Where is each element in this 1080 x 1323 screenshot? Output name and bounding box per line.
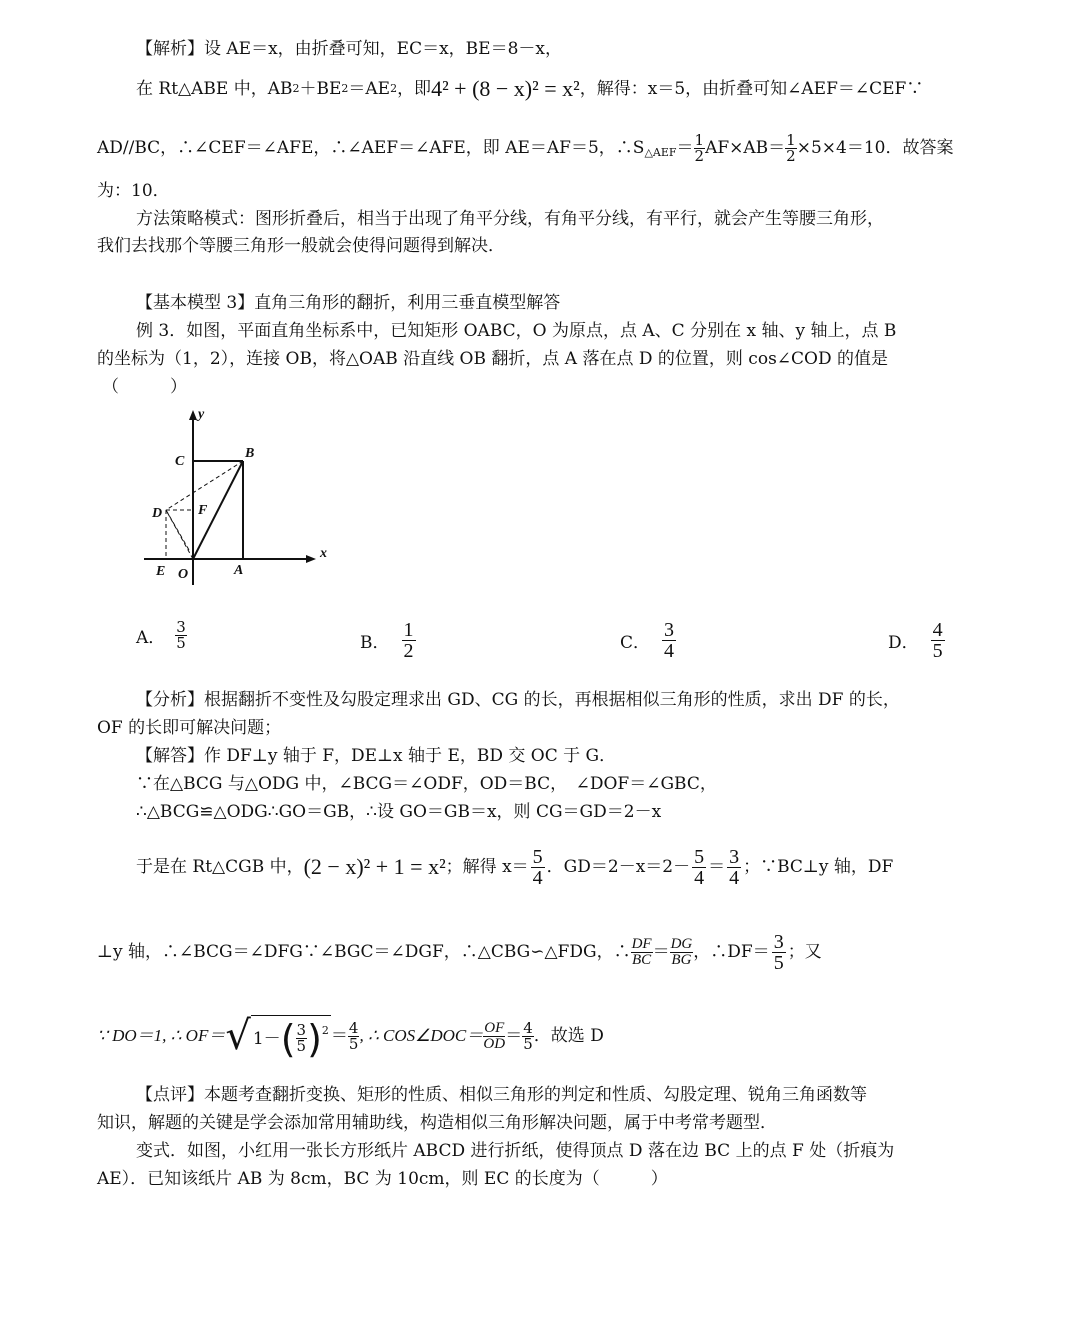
coordinate-figure <box>130 400 350 590</box>
answer-line-5b: ＝ <box>652 942 670 962</box>
fraction-den: 5 <box>296 1037 307 1055</box>
solution-line-2f: ，解得：x＝5，由折叠可知∠AEF＝∠CEF∵ <box>579 79 924 99</box>
square-root <box>225 1013 331 1061</box>
answer-line-6a: ∵ DO＝1, ∴ OF＝ <box>97 1026 226 1045</box>
answer-line-4a: 于是在 Rt△CGB 中， <box>136 857 304 877</box>
fraction-den: OD <box>483 1035 506 1052</box>
option-d-den: 5 <box>932 640 943 662</box>
option-d-fraction <box>931 620 945 661</box>
fraction-num: OF <box>484 1019 505 1036</box>
option-a[interactable] <box>136 620 187 651</box>
sup-2-a: 2 <box>292 82 300 95</box>
fraction-den: 5 <box>773 951 784 974</box>
fraction-3-4 <box>727 847 741 888</box>
label-f: F <box>198 503 208 518</box>
solution-line-2d: ，即 <box>397 79 432 99</box>
sup-2-b: 2 <box>341 82 349 95</box>
answer-line-5c: ，∴DF＝ <box>693 942 770 962</box>
variant-line-1: 变式．如图，小红用一张长方形纸片 ABCD 进行折纸，使得顶点 D 落在边 BC 上的点 F 处（折痕为 <box>136 1141 895 1161</box>
option-d-label: D． <box>888 633 919 653</box>
equation-pythagoras: 4² + (8 − x)² = x² <box>431 76 580 101</box>
fraction-num: 4 <box>348 1018 359 1037</box>
fraction-den: 2 <box>786 146 796 165</box>
answer-line-6c: ＝ <box>330 1026 348 1046</box>
fraction-dg-bg <box>670 937 694 968</box>
option-b-den: 2 <box>403 640 414 662</box>
label-e: E <box>156 564 166 579</box>
answer-line-4 <box>136 845 893 889</box>
label-d: D <box>152 506 163 521</box>
solution-line-3b: ＝ <box>676 138 694 158</box>
solution-line-4: 为：10． <box>97 181 170 201</box>
fraction-num: 3 <box>729 845 740 868</box>
fraction-den: BC <box>631 951 652 968</box>
solution-line-3c: AF×AB＝ <box>705 138 786 158</box>
fraction-4-5-a <box>348 1018 360 1053</box>
answer-line-6e: ＝ <box>505 1026 523 1046</box>
analysis-line-2: OF 的长即可解决问题； <box>97 718 282 738</box>
answer-line-6f: ．故选 D <box>533 1026 604 1046</box>
fraction-one-half-a <box>694 130 706 165</box>
solution-line-2b: ＋BE <box>299 79 342 99</box>
example-line-3: （ ） <box>102 377 187 397</box>
fraction-num: DF <box>631 935 652 952</box>
label-o: O <box>178 567 189 582</box>
solution-line-2a: 在 Rt△ABE 中，AB <box>136 79 293 99</box>
x-axis-arrow <box>306 555 316 563</box>
fraction-num: 5 <box>694 845 705 868</box>
fraction-one-half-b <box>785 130 797 165</box>
option-a-label: A． <box>136 628 166 648</box>
answer-line-4c: ；解得 x＝ <box>445 857 529 877</box>
y-axis-arrow <box>189 410 197 420</box>
fraction-num: 5 <box>532 845 543 868</box>
radicand <box>251 1015 331 1061</box>
option-c-den: 4 <box>664 640 675 662</box>
paren-left-icon: ( <box>280 1016 296 1061</box>
fraction-3-5-inner <box>296 1023 308 1054</box>
fraction-5-4-a <box>531 847 545 888</box>
answer-line-4f: ；∵BC⊥y 轴，DF <box>743 857 894 877</box>
fraction-num: 1 <box>786 130 796 149</box>
fraction-num: 3 <box>773 930 784 953</box>
fraction-of-od <box>483 1021 505 1052</box>
option-d-num: 4 <box>932 619 943 641</box>
option-c[interactable] <box>620 620 678 661</box>
solution-line-3a: AD//BC，∴∠CEF＝∠AFE，∴∠AEF＝∠AFE，即 AE＝AF＝5，∴S <box>97 138 645 158</box>
fraction-num: 1 <box>694 130 705 149</box>
option-c-fraction <box>662 620 676 661</box>
square-exponent: 2 <box>321 1023 329 1037</box>
fraction-num: DG <box>670 935 693 952</box>
radical-icon: √ <box>225 1013 251 1059</box>
option-b[interactable] <box>360 620 418 661</box>
answer-line-5a: ⊥y 轴，∴∠BCG＝∠DFG∵∠BGC＝∠DGF，∴△CBG∽△FDG，∴ <box>97 942 631 962</box>
option-a-den: 5 <box>176 634 186 652</box>
fraction-num: 4 <box>523 1018 533 1037</box>
label-y: y <box>198 407 205 422</box>
option-b-label: B． <box>360 633 390 653</box>
paren-right-icon: ) <box>307 1016 322 1061</box>
fraction-den: 4 <box>532 866 543 889</box>
answer-line-5 <box>97 928 822 976</box>
answer-line-6 <box>97 1008 604 1064</box>
sup-2-c: 2 <box>390 82 398 95</box>
fraction-den: 4 <box>694 866 705 889</box>
option-b-fraction <box>402 620 416 661</box>
example-line-1: 例 3．如图，平面直角坐标系中，已知矩形 OABC，O 为原点，点 A、C 分别在 x 轴、y 轴上，点 B <box>136 321 897 341</box>
method-line-1: 方法策略模式：图形折叠后，相当于出现了角平分线，有角平分线，有平行，就会产生等腰三角形， <box>136 209 884 229</box>
radicand-lead: 1－ <box>252 1028 281 1049</box>
fraction-den: 4 <box>729 866 740 889</box>
solution-line-3d: ×5×4＝10．故答案 <box>796 138 954 158</box>
solution-line-2c: ＝AE <box>348 79 391 99</box>
solution-line-3 <box>97 128 953 168</box>
label-x: x <box>320 546 327 561</box>
fraction-4-5-b <box>522 1018 534 1053</box>
answer-line-4e: ＝ <box>708 857 726 877</box>
example-line-2: 的坐标为（1，2），连接 OB，将△OAB 沿直线 OB 翻折，点 A 落在点 D 的位置，则 cos∠COD 的值是 <box>97 349 889 369</box>
answer-line-4d: ．GD＝2－x＝2－ <box>546 857 691 877</box>
fraction-den: BG <box>671 951 692 968</box>
option-a-num: 3 <box>176 618 186 636</box>
equation-cgb: (2 − x)² + 1 = x² <box>303 854 446 879</box>
fraction-den: 5 <box>348 1034 359 1053</box>
method-line-2: 我们去找那个等腰三角形一般就会使得问题得到解决． <box>97 236 505 256</box>
label-b: B <box>245 446 255 461</box>
fraction-den: 2 <box>694 146 705 165</box>
area-subscript: △AEF <box>644 146 677 159</box>
answer-line-3: ∴△BCG≌△ODG∴GO＝GB，∴设 GO＝GB＝x，则 CG＝GD＝2－x <box>136 802 662 822</box>
option-c-num: 3 <box>664 619 675 641</box>
review-line-2: 知识，解题的关键是学会添加常用辅助线，构造相似三角形解决问题，属于中考常考题型． <box>97 1113 777 1133</box>
fraction-num: 3 <box>296 1021 307 1039</box>
fraction-df-bc <box>631 937 653 968</box>
solution-line-1: 【解析】设 AE＝x，由折叠可知，EC＝x，BE＝8－x， <box>136 39 562 59</box>
solution-line-2 <box>136 78 923 100</box>
label-c: C <box>175 454 185 469</box>
variant-line-2: AE）．已知该纸片 AB 为 8cm，BC 为 10cm，则 EC 的长度为（ ） <box>97 1169 668 1189</box>
option-a-fraction <box>175 620 187 651</box>
label-a: A <box>234 563 244 578</box>
answer-line-2: ∵在△BCG 与△ODG 中，∠BCG＝∠ODF，OD＝BC， ∠DOF＝∠GBC， <box>136 774 717 794</box>
review-line-1: 【点评】本题考查翻折变换、矩形的性质、相似三角形的判定和性质、勾股定理、锐角三角函数等 <box>136 1085 867 1105</box>
answer-line-6d: , ∴ COS∠DOC＝ <box>359 1026 484 1045</box>
fraction-den: 5 <box>523 1034 533 1053</box>
answer-line-1: 【解答】作 DF⊥y 轴于 F，DE⊥x 轴于 E，BD 交 OC 于 G． <box>136 746 617 766</box>
fraction-5-4-b <box>692 847 706 888</box>
fraction-3-5 <box>772 932 786 973</box>
model-title: 【基本模型 3】直角三角形的翻折，利用三垂直模型解答 <box>136 293 561 313</box>
answer-line-5d: ；又 <box>787 942 822 962</box>
option-d[interactable] <box>888 620 947 661</box>
analysis-line-1: 【分析】根据翻折不变性及勾股定理求出 GD、CG 的长，再根据相似三角形的性质，求出 DF 的长， <box>136 690 900 710</box>
option-c-label: C． <box>620 633 651 653</box>
option-b-num: 1 <box>403 619 414 641</box>
